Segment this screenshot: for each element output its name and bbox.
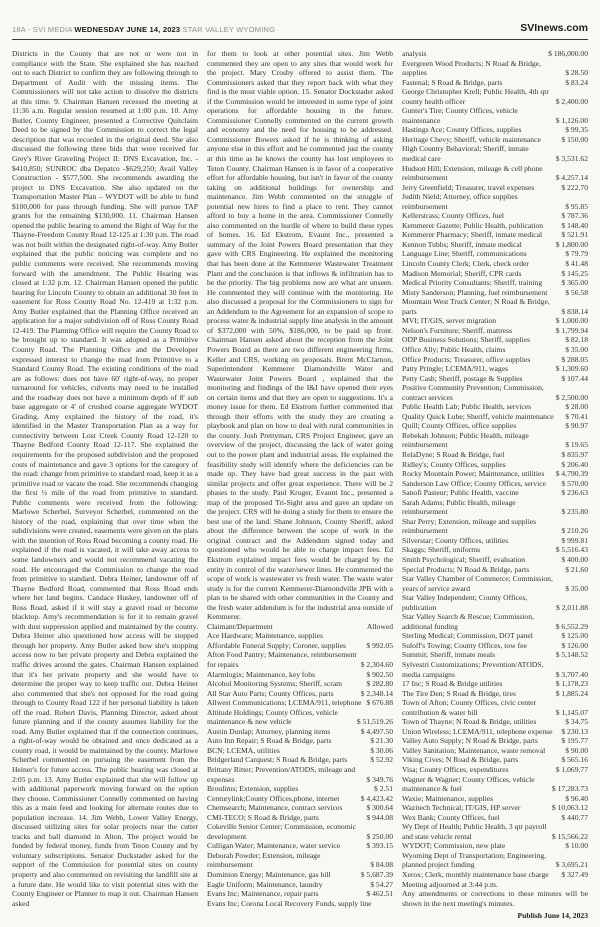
claim-name: WYDOT; Commission, new plate [402, 841, 506, 851]
claim-name: Evergreen Wood Products; N Road & Bridge, supplies [402, 58, 541, 78]
claims-list-column2 [207, 631, 393, 908]
claim-row [207, 889, 393, 899]
website-label: SVInews.com [520, 22, 588, 34]
claim-name: Skaggs; Sheriff, uniforms [402, 545, 481, 555]
claim-amount: $ 992.05 [366, 640, 393, 650]
claim-amount: $ 56.58 [565, 287, 588, 297]
claim-name: Mountain West Truck Center; N Road & Bridge, parts [402, 297, 550, 316]
claim-row [207, 736, 393, 746]
claim-row [402, 135, 588, 145]
claim-row [402, 650, 588, 660]
claim-row [207, 794, 393, 804]
claim-amount: $ 393.15 [366, 841, 393, 851]
claim-row [402, 488, 588, 498]
claim-amount: $ 15,566.22 [551, 831, 588, 841]
claim-amount: $ 1,178.23 [555, 679, 588, 689]
claim-amount: $ 4,423.42 [360, 793, 393, 803]
claim-row [207, 679, 393, 689]
claim-name: Wagner & Wagner; County Offices, vehicle maintenance & fuel [402, 774, 535, 794]
claim-amount: $ 145.25 [561, 268, 588, 278]
claim-name: Public Health Lab; Public Health, services [402, 402, 532, 412]
claim-amount: $ 51,519.26 [356, 717, 393, 727]
claim-name: Cokeville Senior Center; Commission, economic development [207, 822, 357, 841]
claim-row [207, 822, 393, 841]
claim-row [402, 498, 588, 517]
claim-name: Town of Thayne; N Road & Bridge, utilities [402, 717, 537, 727]
claim-row [207, 641, 393, 651]
claim-amount: $ 462.51 [366, 889, 393, 899]
claim-amount: $ 365.00 [561, 278, 588, 288]
claim-amount: $ 300.64 [366, 803, 393, 813]
claim-name: Office Ally; Public Health, claims [402, 344, 506, 354]
claim-row [402, 803, 588, 813]
claim-amount: $ 30.06 [370, 745, 393, 755]
page-number-label: 18A - SVI MEDIA [12, 25, 73, 34]
claim-amount: $ 82.18 [565, 335, 588, 345]
claim-row [402, 259, 588, 269]
claim-row [402, 565, 588, 575]
claim-name: Quality Quick Lube; Sheriff, vehicle maintenance [402, 411, 554, 421]
claim-name: BCN; LCEMA, utilities [207, 745, 280, 755]
claim-name: Petty Cash; Sheriff, postage & Supplies [402, 373, 523, 383]
claim-row [402, 593, 588, 612]
claim-row [402, 698, 588, 717]
claim-amount: $ 521.91 [561, 230, 588, 240]
claim-name: Allwest Communications; LCEMA/911, telephone [207, 698, 362, 708]
claim-amount: $ 400.00 [561, 554, 588, 564]
claim-amount: $ 4,257.14 [555, 173, 588, 183]
claim-name: Eagle Uniform; Maintenance, laundry [207, 879, 323, 889]
claim-amount: $ 282.80 [366, 679, 393, 689]
claim-name: CMI-TECO; S Road & Bridge, parts [207, 812, 319, 822]
claim-amount: $ 2,400.00 [555, 96, 588, 106]
claim-name: Positive Community Prevention; Commission, contract services [402, 383, 544, 402]
claim-name: Dominion Energy; Maintenance, gas bill [207, 870, 331, 880]
claim-row [402, 555, 588, 565]
claim-row [207, 803, 393, 813]
claim-row [207, 765, 393, 784]
claim-row [402, 851, 588, 870]
claim-amount: $ 79.79 [565, 249, 588, 259]
claim-amount: $ 125.00 [561, 631, 588, 641]
claim-name: Jerry Greenfield; Treasurer, travel expenses [402, 182, 535, 192]
claim-name: Union Wireless; LCEMA/911, telephone expense [402, 726, 553, 736]
claim-name: Star Valley Search & Rescue; Commission, additional funding [402, 612, 534, 631]
claim-amount: $ 3,707.40 [555, 669, 588, 679]
claim-row [402, 269, 588, 279]
claim-name: RelaDyne; S Road & Bridge, fuel [402, 449, 505, 459]
claim-amount: $ 2,011.88 [556, 602, 588, 612]
claim-name: Medical Priority Consultants; Sheriff, training [402, 278, 543, 288]
claim-name: Sanderson Law Office; County Offices, service [402, 478, 546, 488]
claim-name: Judith Nield; Attorney, office supplies reimbursement [402, 192, 518, 211]
claim-amount: $ 835.97 [561, 449, 588, 459]
claim-amount: $ 5,148.52 [555, 650, 588, 660]
claim-name: Evans Inc; Corona Local Recovery Funds, supply line [207, 898, 372, 908]
claim-row [402, 183, 588, 193]
claim-name: Summit; Sheriff, inmate meals [402, 650, 496, 660]
claim-name: The Tire Den; S Road & Bridge, tires [402, 688, 516, 698]
claim-name: Culligan Water; Maintenance, water service [207, 841, 341, 851]
claim-amount: $ 2.51 [374, 784, 393, 794]
claim-name: Silverstar; County Offices, utilities [402, 535, 509, 545]
claim-name: Broulims; Extension, supplies [207, 784, 299, 794]
claim-row [402, 574, 588, 593]
claim-name: Wex Bank; County Offices, fuel [402, 812, 500, 822]
claim-amount: $ 35.00 [565, 583, 588, 593]
claim-name: Shar Perry; Extension, mileage and supplies reimbursement [402, 516, 537, 536]
claim-amount: $ 235.80 [561, 507, 588, 517]
claim-row [207, 755, 393, 765]
claim-name: Rocky Mountain Power; Maintenance, utilities [402, 469, 545, 479]
claim-amount: $ 2,348.14 [360, 688, 393, 698]
claim-amount: $ 96.40 [565, 793, 588, 803]
claim-row [402, 822, 588, 841]
claim-row [207, 746, 393, 756]
claim-row [402, 288, 588, 298]
claim-amount: $ 999.81 [561, 535, 588, 545]
claim-name: George Christopher Krell; Public Health, 4th qtr county health officer [402, 87, 549, 106]
claim-name: Ridley's; County Offices, supplies [402, 459, 506, 469]
claim-name: Sterling Medical; Commission, DOT panel [402, 631, 533, 641]
claim-name: Kellerstrass; County Offices, fuel [402, 211, 504, 221]
claim-name: Sanofi Pasteur; Public Health, vaccine [402, 488, 519, 498]
claim-name: Chemsearch; Maintenance, contract services [207, 803, 343, 813]
claim-name: Office Products; Treasurer, office supplies [402, 354, 531, 364]
claim-row [402, 460, 588, 470]
claim-amount: $ 440.77 [561, 812, 588, 822]
claim-amount: $ 327.49 [561, 870, 588, 880]
column1-text: Districts in the County that are not or were not in compliance with the State. She explained she has reached out to each District to confirm they are following through to Department of Audit with the missing items. The Commissioners will not take action to dissolve the districts at this time. 9. Chairman Hansen recessed the meeting at 11:36 a.m. Regular session resumed at 1:00 p.m. 10. Amy Butler, County Engineer, presented a Corrective Quitclaim Deed to be signed by the Commission to correct the legal description that was recorded in the original deed. She also discussed the following three bids that were received for Grey's River Graveling Project II: DNS Excavation, Inc. - $410,850; SUNROC dba Depatco -$629,250; Avail Valley Construction - $577,500. She recommends awarding the project to DNS Excavation. She also updated on the Transportation Master Plan – WYDOT will be able to fund $100,000 for pass through funding. She will pursue TAP grants for the remaining $130,000. 11. Chairman Hansen opened the public hearing to amend the Right of Way for the Thayne-Freedom County Road 12-125 at 1:30 p.m. The road was not built within the designated right-of-way. Amy Butler explained that the public noticing was complete and no public comments were received. She recommends moving forward with the amendment. The Public Hearing was closed at 1:32 p.m. 12. Chairman Hansen opened the public hearing for Lincoln County to obtain an additional 30 feet in easement for Ross County Road No. 12-419 at 1:32 p.m. Amy Butler explained that the Planning Office received an application for a major subdivision off of Ross County Road 12-419. The Planning Office will require the County Road to be brought up to standard. It was adopted as a Primitive County Road. The Planning Office and the Developer expressed interest to change the road from Primitive to a Standard County Road. The existing conditions of the road are as follows: does not have 60' right-of-way, no proper turnaround for vehicles, culverts may need to be installed and the roadway does not have a minimum depth of 8' sub base aggregate or 4' of crushed coarse aggregate WYDOT Grading. Amy explained the history of the road, it's identified in the Master Transportation Plan as a way for connectivity between Lost Creek County Road 12-120 to Thayne Bedford County Road 12-117. She explained the requirements for the proposed subdivision and the proposed costs of maintenance and gave 3 options for the category of the road: change from primitive to standard road, keep it as a primitive road or vacate the road. She recommends changing the first ½ mile of the road from primitive to standard. Public comments were received from the following: Marlowe Scherbel, Surveyor Scherbel, commented on the history of the road, explaining that over time when the subdivisions were created, easements were given on the plats with the intention of Ross Road becoming a county road. He explained if the road is vacated, it will take away access to some landowners and would not recommend vacating the road. He encouraged the Commission to change the road from primitive to standard. Debra Heiner, landowner off of Thayne Bedford Road, commented that Ross Road ends where her land begins. Candace Huskey, landowner off of Ross Road, asked if it will stay a gravel road or become blacktop. Amy's recommendation is for it to remain gravel with dust suppression applied and maintained by the county. Debra Heiner also questioned how access will be stopped through her property. Amy Butler asked how she's stopping access now to her private property and Debra explained the traffic drives around the gates. Chairman Hansen explained that it's her private property and she would have to determine the proper way to keep traffic out. Debra Heiner also commented that she's not opposed for the road going through to County Road 122 if her personal liability is taken off the road. Robert Davis, Planning Director, asked about future planning and if the county assumes liability for the road. Amy Butler explained that if the connection continues, a right-of-way would be obtained and once dedicated as a county road, it would be maintained by the county. Marlowe Scherbel commented on pursuing the easement from the Heiner's for future access. The public hearing was closed at 2:05 p.m. 13. Amy Butler explained that she will follow up with additional paperwork moving forward on the option they choose. Commissioner Connelly commented on having this as a main feed and looking for alternate routes due to population increase. 14. Jim Webb, Lower Valley Energy, discussed utilizing sites for solar projects near the cutter tracks and ball diamond in Alton. The project would be funded by federal money, funds from Teton County and by voluntary subscriptions. Senator Duckstader asked for the support of the Commission for potential sites on county property and also commented on revisiting the landfill site at a future date. He would like to visit potential sites with the County Engineer or Planner to map it out. Chairman Hansen asked [12, 49, 198, 908]
claim-amount: $ 70.41 [565, 411, 588, 421]
claim-name: Sylvestri Customizations; Prevention/ATODS, media campaigns [402, 660, 544, 679]
claim-row [402, 727, 588, 737]
claim-row [402, 106, 588, 125]
claim-amount: $ 236.63 [561, 488, 588, 498]
claim-row [402, 469, 588, 479]
claim-amount: $ 21.30 [370, 736, 393, 746]
claim-name: Wazitech Technical; IT/GIS, HP server [402, 803, 521, 813]
claim-amount: $ 41.48 [565, 259, 588, 269]
claim-row [207, 880, 393, 890]
claim-amount: $ 5,516.43 [555, 545, 588, 555]
claim-row [402, 870, 588, 880]
claim-row [402, 421, 588, 431]
claim-amount: $ 17,283.73 [551, 784, 588, 794]
claim-name: High Country Behavioral; Sheriff, inmate medical care [402, 144, 529, 164]
claim-row [207, 708, 393, 727]
claim-amount: $ 1,799.94 [555, 325, 588, 335]
claim-name: Afton Food Pantry; Maintenance, reimbursement for repairs [207, 650, 357, 669]
claim-amount: $ 90.97 [565, 421, 588, 431]
claim-amount: $ 1,145.07 [555, 707, 588, 717]
masthead [12, 22, 588, 40]
claim-row [402, 813, 588, 823]
claim-name: Misty Sanderson; Planning, fuel reimbursement [402, 287, 548, 297]
claim-amount: $ 6,552.29 [555, 621, 588, 631]
claim-row [402, 679, 588, 689]
claim-row [402, 345, 588, 355]
article-columns [12, 49, 588, 921]
claim-name: Xerox; Clerk, monthly maintenance base charge [402, 870, 549, 880]
claim-name: Patty Pringle; LCEMA/911, wages [402, 364, 509, 374]
claim-name: Altitude Holdings; County Offices, vehicle maintenance & new vehicle [207, 707, 338, 727]
claim-row [402, 335, 588, 345]
claim-name: analysis [402, 49, 427, 58]
claim-name: Quill; County Offices, office supplies [402, 421, 517, 431]
claim-amount: $ 95.85 [565, 201, 588, 211]
claim-amount: $ 52.92 [370, 755, 393, 765]
claim-row [402, 326, 588, 336]
claim-amount: $ 1,800.00 [555, 239, 588, 249]
claim-amount: $ 210.26 [561, 526, 588, 536]
claim-amount: $ 3,531.62 [555, 154, 588, 164]
claim-name: MVI; IT/GIS, server migration [402, 316, 497, 326]
claim-row [402, 431, 588, 450]
claim-amount: $ 3,695.21 [555, 860, 588, 870]
claim-row [402, 240, 588, 250]
claim-amount: $ 565.16 [561, 755, 588, 765]
claim-name: Heritage Chevy; Sheriff, vehicle maintenance [402, 134, 541, 144]
claim-amount: $ 5,687.39 [360, 870, 393, 880]
claim-name: Kemmerer Pharmacy; Sheriff, inmate medical [402, 230, 543, 240]
claim-amount: $ 787.36 [561, 211, 588, 221]
claim-row [402, 59, 588, 78]
claim-amount: $ 150.00 [561, 134, 588, 144]
claim-amount: $ 1,309.60 [555, 364, 588, 374]
claim-amount: $ 570.00 [561, 478, 588, 488]
claim-amount: $ 54.27 [370, 879, 393, 889]
claim-amount: $ 28.00 [565, 402, 588, 412]
claim-name: Rebekah Johnson; Public Health, mileage reimbursement [402, 430, 529, 450]
claim-row [207, 631, 393, 641]
claim-name: Evans Inc; Maintenance, repair parts [207, 889, 319, 899]
claim-amount: $ 21.60 [565, 564, 588, 574]
claim-name: Hastings Ace; County Offices, supplies [402, 125, 522, 135]
claim-amount: $ 107.44 [561, 373, 588, 383]
claim-row [402, 144, 588, 163]
claim-amount: $ 84.08 [370, 860, 393, 870]
claim-row [402, 794, 588, 804]
claim-amount: $ 944.08 [366, 812, 393, 822]
claim-name: Gunter's Tire; County Offices, vehicle maintenance [402, 106, 518, 125]
claim-amount: $ 1,069.77 [555, 765, 588, 775]
claim-row [402, 775, 588, 794]
claim-row [207, 784, 393, 794]
article-column-1 [12, 49, 198, 921]
claim-row [402, 660, 588, 679]
claim-row [402, 316, 588, 326]
claim-row [402, 479, 588, 489]
claim-name: Kennon Tubbs; Sheriff, inmate medical [402, 239, 522, 249]
claim-row [207, 727, 393, 737]
claim-row [207, 650, 393, 669]
claim-name: Visa; County Offices, expenditures [402, 765, 509, 775]
amendments-line: Any amendments or corrections to these minutes will be shown in the next meeting's minutes. [402, 889, 588, 908]
claim-row [402, 249, 588, 259]
claim-amount: $ 288.05 [561, 354, 588, 364]
claim-name: Wyoming Dept of Transportation; Engineering, planned project funding [402, 850, 547, 870]
claim-row [402, 402, 588, 412]
claim-amount: $ 99.35 [565, 125, 588, 135]
claim-row [402, 164, 588, 183]
claim-name: 17 Inc; S Road & Bridge utilities [402, 679, 503, 689]
claim-row [402, 746, 588, 756]
claim-amount: $ 838.14 [561, 306, 588, 316]
claims-list-column3 [402, 49, 588, 880]
claim-row [207, 870, 393, 880]
claim-row [402, 355, 588, 365]
claim-row [402, 841, 588, 851]
claim-row [402, 278, 588, 288]
article-column-3 [402, 49, 588, 921]
claims-header-claimant: Claimant/Department [207, 621, 273, 631]
claim-amount: $ 4,790.39 [555, 469, 588, 479]
claim-amount: $ 148.40 [561, 220, 588, 230]
claim-name: Viking Cives; N Road & Bridge, parts [402, 755, 519, 765]
claim-amount: $ 206.40 [561, 459, 588, 469]
claim-row [402, 211, 588, 221]
claim-amount: $ 250.00 [366, 831, 393, 841]
claim-amount: $ 2,304.60 [360, 660, 393, 669]
claim-name: Ace Hardware; Maintenance, supplies [207, 631, 323, 641]
claim-row [402, 221, 588, 231]
claim-row [402, 717, 588, 727]
claim-name: Affordable Funeral Supply; Coroner, supplies [207, 640, 346, 650]
claim-amount: $ 676.88 [366, 698, 393, 708]
claim-name: Valley Sanitation; Maintenance, waste removal [402, 745, 546, 755]
claims-table-header [207, 622, 393, 632]
claim-name: Suloff's Towing; County Offices, tow fee [402, 640, 527, 650]
claim-amount: $ 186,000.00 [548, 49, 588, 58]
claim-row [402, 517, 588, 536]
issue-date: WEDNESDAY JUNE 14, 2023 [74, 25, 181, 34]
claim-amount: $ 90.00 [565, 745, 588, 755]
publish-line: Publish June 14, 2023 [517, 911, 588, 921]
claim-row [402, 612, 588, 631]
claim-row [402, 374, 588, 384]
claim-row [402, 689, 588, 699]
claim-row [402, 545, 588, 555]
claim-name: Sarah Adams; Public Health, mileage reimbursement [402, 497, 516, 517]
claim-row [207, 841, 393, 851]
claim-row [402, 736, 588, 746]
column2-text: for them to look at other potential sites. Jim Webb commented they are open to any sites that would work for the project. Mary Crosby offered to assist them. The Commissioners asked that they report back with what they find is the most viable option. 15. Senator Dockstader asked if the Commission would be interested in some type of joint operations for affordable housing in the future. Commissioner Connelly commented on the current growth and economy and the need for housing to be addressed. Commissioner Bowers asked if he is thinking of asking anyone else in this effort and he commented just the county at this time as he knows the county has lost employees to Teton County. Chairman Hansen is in favor of a cooperative effort for affordable housing, but isn't in favor of the county taking on additional buildings for ownership and maintenance. Jim Webb commented on the struggle of potential new hires to find a place to rent. They cannot afford to buy a home in the area. Commissioner Connelly also commented on the hurdle of where to build these types of homes. 16. Ed Ekstrom, Evaunt Inc., presented a summary of the Joint Powers Board presentation that they gave with CRS Engineering. He explained the monitoring that has been done at the Kemmerer Wastewater Treatment Plant and the conclusion is that inflows & infiltration has to be the priority. The big problems now are what are unseen. He commented they will continue with the monitoring. He also discussed a proposal for the Commissioners to sign for an Addendum to the Agreement for an expansion of scope to process water & industrial supply line analysis in the amount of $372,000 with 50%, $186,000, to be paid up front. Chairman Hansen asked about the reception from the Joint Powers Board as there are two different engineering firms, Keller and CRS, working on proposals. Brent McClarnon, Superintendent Kemmerer Diamondville Water and Wastewater Joint Powers Board , explained that the monitoring and findings of the I&I have opened their eyes on certain items and that they are open to suggestions. It's a money issue for them. Ed Ekstrom further commented that through their efforts with the study they are creating a playbook and plan on how to deal with rural communities in the county. Josh Prettyman, CRS Project Engineer, gave an overview of the project, discussing the lack of water going out to the power plant and industrial areas. He explained the feasibility study will identify where the deficiencies can be made up. They have had great success in the past with similar projects and offer great experience. There will be 2 phases to the study. Paul Kruger, Evaunt Inc., presented a map of the proposed Tri-Sight area and gave an update on the project. CRS will be doing a study for them to ensure the best use of the land. Shane Johnson, County Sheriff, asked about the difference between the scope of work in the original contract and the Addendum signed today and questioned who would be able to charge impact fees. Ed Ekstrom explained impact fees would be charged by the entity in control of the water/sewer lines. He commented the scope of work is wastewater vs fresh water. The waste water study is for the current Kemmerer-Diamondville JPB with a plan to be shared with other communities in the County and the fresh water addendum is for the industrial area outside of Kemmerer. [207, 49, 393, 622]
claim-name: Fastenal; S Road & Bridge, parts [402, 77, 503, 87]
claim-row [402, 125, 588, 135]
claim-row [402, 364, 588, 374]
claim-name: Waxie; Maintenance, supplies [402, 793, 494, 803]
claim-amount: $ 349.76 [366, 774, 393, 784]
claim-amount: $ 2,500.00 [555, 392, 588, 402]
claim-amount: $ 83.24 [565, 77, 588, 87]
claim-amount: $ 222.70 [561, 182, 588, 192]
claim-name: Star Valley Chamber of Commerce; Commission, years of service award [402, 574, 553, 593]
claim-name: Brittany Ritter; Prevention/ATODS, mileage and expenses [207, 765, 356, 784]
claim-row [402, 755, 588, 765]
claim-row [402, 230, 588, 240]
claim-row [402, 641, 588, 651]
claim-name: Auto Inn Repair; S Road & Bridge, parts [207, 736, 332, 746]
claim-name: Nelson's Furniture; Sheriff, mattress [402, 325, 513, 335]
claim-name: Madison Memorial; Sheriff, CPR cards [402, 268, 522, 278]
claim-row [207, 698, 393, 708]
claim-name: Bridgerland Carquest; S Road & Bridge, parts [207, 755, 348, 765]
claim-amount: $ 19.65 [565, 440, 588, 450]
claim-row [402, 192, 588, 211]
claim-amount: $ 902.50 [366, 669, 393, 679]
claim-name: Austin Dunlap; Attorney, planning items [207, 726, 331, 736]
claim-amount: $ 230.13 [561, 726, 588, 736]
claim-name: Alarmlogix; Maintenance, key fobs [207, 669, 315, 679]
claim-name: All Star Auto Parts; County Offices, parts [207, 688, 334, 698]
claim-amount: $ 126.00 [561, 640, 588, 650]
claim-name: Hudson Hill; Extension, mileage & cell phone reimbursement [402, 163, 543, 183]
claim-amount: $ 1,000.00 [555, 316, 588, 326]
claim-row [402, 631, 588, 641]
claim-amount: $ 10,063.12 [551, 803, 588, 813]
claim-name: ODP Business Solutions; Sheriff, supplies [402, 335, 531, 345]
claim-name: Town of Afton; County Offices, civic center contribution & water bill [402, 698, 537, 717]
claim-amount: $ 4,497.50 [360, 726, 393, 736]
claim-name: Language Line; Sheriff, communications [402, 249, 527, 259]
claim-name: Alcohol Monitoring Systems; Sheriff, scram [207, 679, 343, 689]
claim-name: Special Products; N Road & Bridge, parts [402, 564, 530, 574]
claim-amount: $ 35.00 [565, 344, 588, 354]
claim-amount: $ 34.75 [565, 717, 588, 727]
claim-name: Wy Dept of Health; Public Health, 3 qtr payroll and state vehicle rental [402, 822, 547, 841]
claim-row [207, 899, 393, 909]
claim-amount: $ 1,885.24 [555, 688, 588, 698]
claim-row [402, 450, 588, 460]
claim-row [402, 49, 588, 59]
claim-amount: $ 1,126.00 [555, 115, 588, 125]
meeting-adjourned-line: Meeting adjourned at 3:44 p.m. [402, 879, 498, 889]
claim-row [402, 536, 588, 546]
claim-name: Star Valley Independent; County Offices, publication [402, 593, 528, 612]
claim-row [207, 851, 393, 870]
claim-name: Valley Auto Supply; N Road & Bridge, parts [402, 736, 538, 746]
claims-header-allowed: Allowed [366, 621, 393, 631]
claim-row [402, 765, 588, 775]
claim-row [402, 78, 588, 88]
claim-amount: $ 28.50 [565, 68, 588, 78]
claim-row [207, 670, 393, 680]
claim-row [207, 689, 393, 699]
location-label: STAR VALLEY WYOMING [182, 25, 276, 34]
claim-name: Kemmerer Gazette; Public Health, publication [402, 220, 544, 230]
claim-row [402, 87, 588, 106]
claim-row [402, 383, 588, 402]
claim-row [402, 297, 588, 316]
article-column-2 [207, 49, 393, 921]
claim-name: Smith Psychological; Sheriff, evaluation [402, 554, 526, 564]
claim-name: Lincoln County Clerk; Clerk, check order [402, 259, 529, 269]
claim-amount: $ 10.00 [565, 841, 588, 851]
claim-name: Deborah Powder; Extension, mileage reimbursement [207, 850, 321, 870]
claim-amount: $ 195.77 [561, 736, 588, 746]
claim-name: Centurylink;County Offices,phone, internet [207, 793, 340, 803]
claim-row [207, 813, 393, 823]
masthead-left [12, 25, 275, 34]
claim-row [402, 412, 588, 422]
